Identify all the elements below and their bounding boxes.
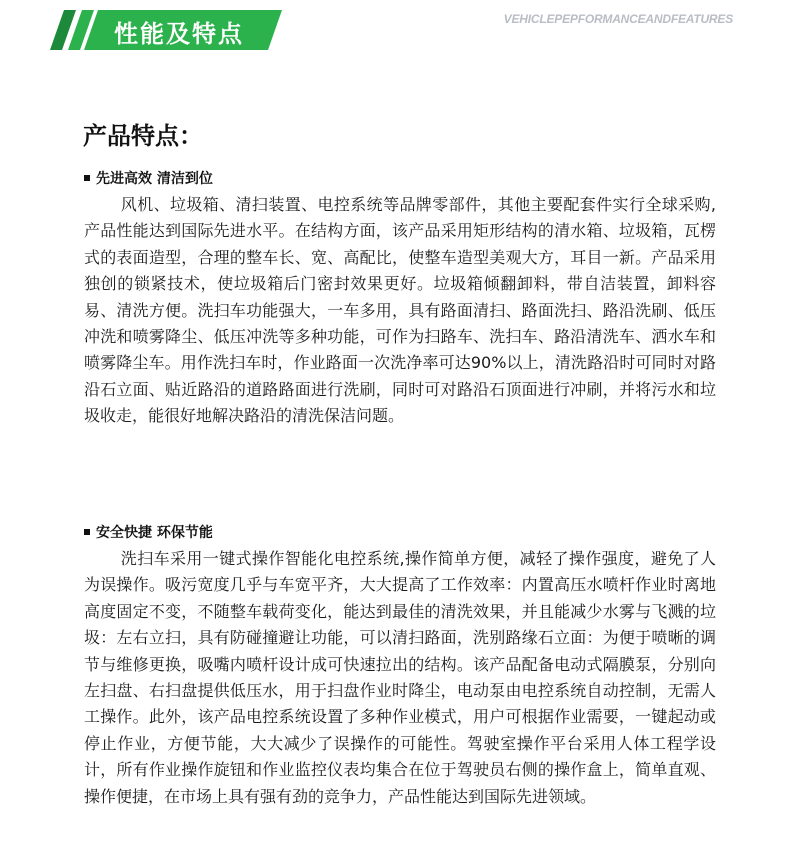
section-heading: [84, 522, 716, 544]
section-banner: [0, 0, 795, 60]
page-title: 产品特点：: [83, 122, 203, 150]
feature-section-safety: [84, 522, 716, 810]
section-heading-text: 安全快捷 环保节能: [96, 525, 213, 541]
section-body-text: 洗扫车采用一键式操作智能化电控系统,操作简单方便，减轻了操作强度，避免了人为误操作。吸污宽度几乎与车宽平齐，大大提高了工作效率：内置高压水喷杆作业时离地高度固定不变，不随整车载荷变化，能达到最佳的清洗效果，并且能减少水雾与飞溅的垃圾：左右立扫，具有防碰撞避让功能，可以清扫路面，洗别路缘石立面：为便于喷晰的调节与维修更换，吸嘴内喷杆设计成可快速拉出的结构。该产品配备电动式隔膜泵，分别向左扫盘、右扫盘提供低压水，用于扫盘作业时降尘，电动泵由电控系统自动控制，无需人工操作。此外，该产品电控系统设置了多种作业模式，用户可根据作业需要，一键起动或停止作业，方便节能，大大减少了误操作的可能性。驾驶室操作平台采用人体工程学设计，所有作业操作旋钮和作业监控仪表均集合在位于驾驶员右侧的操作盒上，简单直观、操作便捷，在市场上具有强有劲的竞争力，产品性能达到国际先进领域。: [84, 549, 716, 806]
square-bullet-icon: [84, 529, 90, 535]
square-bullet-icon: [84, 175, 90, 181]
banner-title: 性能及特点: [114, 20, 244, 48]
section-heading: [84, 168, 716, 190]
section-body-text: 风机、垃圾箱、清扫装置、电控系统等品牌零部件，其他主要配套件实行全球采购,产品性能达到国际先进水平。在结构方面，该产品采用矩形结构的清水箱、垃圾箱，瓦楞式的表面造型，合理的整车长、宽、高配比，使整车造型美观大方，耳目一新。产品采用独创的锁紧技术，使垃圾箱后门密封效果更好。垃圾箱倾翻卸料，带自洁装置，卸料容易、清洗方便。洗扫车功能强大，一车多用，具有路面清扫、路面洗扫、路沿洗刷、低压冲洗和喷雾降尘、低压冲洗等多种功能，可作为扫路车、洗扫车、路沿清洗车、洒水车和喷雾降尘车。用作洗扫车时，作业路面一次洗净率可达90%以上，清洗路沿时可同时对路沿石立面、贴近路沿的道路路面进行洗刷，同时可对路沿石顶面进行冲刷，并将污水和垃圾收走，能很好地解决路沿的清洗保洁问题。: [84, 195, 716, 426]
banner-subtitle: VEHICLEPEPFORMANCEANDFEATURES: [503, 12, 733, 26]
feature-section-efficiency: [84, 168, 716, 430]
section-heading-text: 先进高效 清洁到位: [96, 171, 213, 187]
